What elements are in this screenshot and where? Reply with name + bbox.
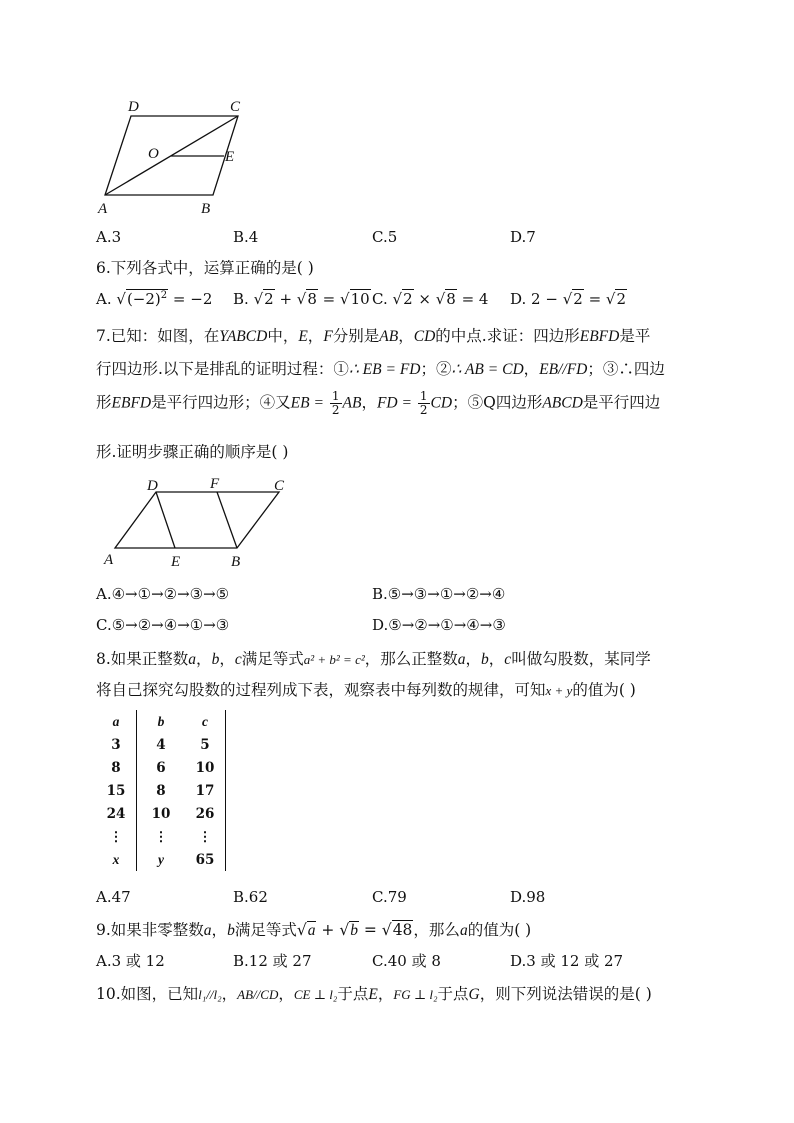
q7-option-b[interactable]: B.⑤→③→①→②→④ (372, 585, 506, 603)
table-header-a: a (112, 713, 120, 729)
q5-label-a: A (98, 201, 108, 217)
q7-figure (98, 472, 298, 572)
q7-line-2: 行四边形.以下是排乱的证明过程：①∴ EB = FD；②∴ AB = CD，EB//FD；③∴四边 (96, 360, 665, 378)
q5-option-b[interactable]: B.4 (233, 228, 259, 246)
q6-stem: 6.下列各式中，运算正确的是( ) (96, 259, 314, 277)
q6-b-r2: 8 (307, 290, 317, 308)
q6-c-prefix: C. (372, 290, 388, 308)
q8-table (96, 710, 226, 871)
q8-line-1: 8.如果正整数a，b，c满足等式a² + b² = c²，那么正整数a，b，c叫做勾股数，某同学 (96, 650, 651, 668)
q5-figure (95, 92, 255, 222)
q6-b-r1: 2 (264, 290, 274, 308)
q8-option-a[interactable]: A.47 (96, 888, 131, 906)
q7-label-c: C (274, 478, 285, 494)
q5-label-c: C (230, 99, 241, 115)
q9-option-d[interactable]: D.3 或 12 或 27 (510, 952, 624, 970)
q6-d-r2: 2 (616, 290, 627, 308)
q6-a-rhs: = −2 (168, 290, 213, 308)
q7-option-d[interactable]: D.⑤→②→①→④→③ (372, 616, 506, 634)
q5-label-e: E (225, 149, 235, 165)
q6-a-prefix: A. (96, 290, 112, 308)
q6-d-prefix: D. (510, 290, 527, 308)
q6-d-lhs: 2 − (531, 290, 563, 308)
q9-option-b[interactable]: B.12 或 27 (233, 952, 312, 970)
q7-option-a[interactable]: A.④→①→②→③→⑤ (96, 585, 230, 603)
q6-a-exp: 2 (160, 290, 168, 301)
q7-line-4: 形.证明步骤正确的顺序是( ) (96, 443, 289, 461)
table-row: ⋮ ⋮ ⋮ (96, 825, 226, 848)
q6-a-sqrt-sign: √ (116, 290, 126, 308)
q6-a-expr: (−2) (126, 290, 161, 308)
q6-d-r1: 2 (573, 290, 583, 308)
q5-label-o: O (148, 146, 159, 162)
q6-option-a[interactable] (96, 290, 212, 308)
q6-option-d[interactable]: D. 2 − √2 = √2 (510, 290, 627, 308)
table-header-row (96, 710, 226, 733)
q10-stem: 10.如图，已知l₁//l₂，AB//CD，CE ⊥ l₂于点E，FG ⊥ l₂于点G，则下列说法错误的是( ) (96, 985, 652, 1003)
q8-line-2: 将自己探究勾股数的过程列成下表，观察表中每列数的规律，可知x + y的值为( ) (96, 681, 636, 699)
q7-label-b: B (231, 554, 241, 570)
q5-label-b: B (201, 201, 211, 217)
q7-parallelogram (115, 492, 279, 548)
table-row: 8 6 10 (96, 756, 226, 779)
q6-c-rhs: = 4 (456, 290, 489, 308)
q6-option-b[interactable]: B. √2 + √8 = √10 (233, 290, 370, 308)
q7-fraction-half-1: $\frac{1}{2}$ (331, 389, 340, 417)
q8-option-c[interactable]: C.79 (372, 888, 407, 906)
q7-label-a: A (104, 552, 114, 568)
table-row: 24 10 26 (96, 802, 226, 825)
q7-label-d: D (147, 478, 158, 494)
q6-d-eq: = (583, 290, 606, 308)
q7-segment-de (156, 492, 175, 548)
q7-line-1: 7.已知：如图，在YABCD中，E，F分别是AB，CD的中点.求证：四边形EBFD是平 (96, 327, 651, 345)
q7-label-f: F (210, 476, 220, 492)
q6-b-mid: + (274, 290, 297, 308)
table-header-c: c (185, 710, 226, 733)
q7-line-3: 形EBFD是平行四边形；④又EB = $\frac{1}{2}$ AB，FD = $\frac{1}{2}$ CD；⑤Q四边形ABCD是平行四边 (96, 389, 661, 417)
q5-label-d: D (128, 99, 139, 115)
q7-fraction-half-2: $\frac{1}{2}$ (419, 389, 428, 417)
q6-b-prefix: B. (233, 290, 249, 308)
q8-option-d[interactable]: D.98 (510, 888, 546, 906)
q5-option-c[interactable]: C.5 (372, 228, 398, 246)
table-row: 15 8 17 (96, 779, 226, 802)
q5-option-d[interactable]: D.7 (510, 228, 536, 246)
q5-option-a[interactable]: A.3 (96, 228, 122, 246)
q9-option-a[interactable]: A.3 或 12 (96, 952, 165, 970)
q7-option-c[interactable]: C.⑤→②→④→①→③ (96, 616, 230, 634)
table-row: x y 65 (96, 848, 226, 871)
q9-stem: 9.如果非零整数a，b满足等式√a + √b = √48，那么a的值为( ) (96, 921, 532, 939)
q6-option-c[interactable]: C. √2 × √8 = 4 (372, 290, 489, 308)
q6-b-r3: 10 (350, 290, 370, 308)
q9-option-c[interactable]: C.40 或 8 (372, 952, 441, 970)
table-row: 3 4 5 (96, 733, 226, 756)
table-header-b: b (137, 710, 186, 733)
q7-label-e: E (171, 554, 181, 570)
q7-segment-fb (217, 492, 237, 548)
q6-c-mid: × (413, 290, 436, 308)
q6-c-r1: 2 (403, 290, 413, 308)
q8-option-b[interactable]: B.62 (233, 888, 268, 906)
q6-c-r2: 8 (446, 290, 456, 308)
q6-b-eq: = (317, 290, 341, 308)
